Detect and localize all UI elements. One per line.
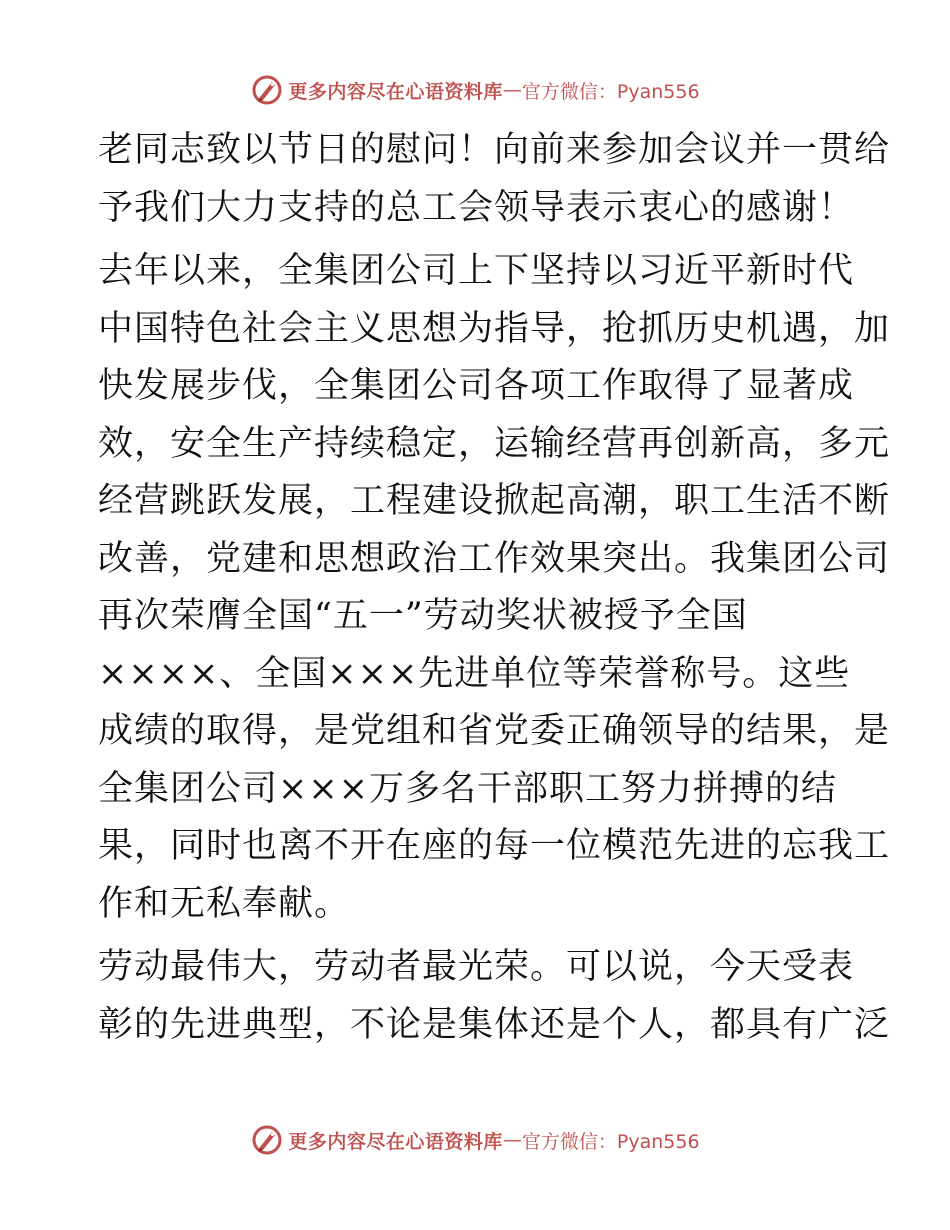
text-line: 经营跳跃发展，工程建设掀起高潮，职工生活不断 (98, 481, 891, 521)
text-line: 全集团公司×××万多名干部职工努力拼搏的结 (98, 768, 837, 809)
paragraph-2 (98, 243, 891, 933)
paragraph-3 (98, 939, 891, 1054)
banner-separator: — (502, 1129, 522, 1151)
document-body (98, 122, 891, 1054)
text-line: 中国特色社会主义思想为指导，抢抓历史机遇，加 (98, 308, 891, 349)
header-watermark-banner (0, 72, 950, 108)
text-line: 效，安全生产持续稳定，运输经营再创新高，多元 (98, 423, 891, 464)
text-line: 改善，党建和思想政治工作效果突出。我集团公司 (98, 538, 891, 579)
banner-separator: — (502, 79, 522, 101)
banner-brand-text: 更多内容尽在心语资料库 (288, 80, 503, 103)
text-line: ××××、全国×××先进单位等荣誉称号。这些 (98, 653, 851, 694)
text-line: 予我们大力支持的总工会领导表示衷心的感谢！ (98, 187, 855, 228)
text-line: 去年以来，全集团公司上下坚持以习近平新时代 (98, 251, 855, 291)
footer-watermark-banner (0, 1122, 950, 1158)
paragraph-1 (98, 122, 891, 237)
text-line: 果，同时也离不开在座的每一位模范先进的忘我工 (98, 826, 891, 866)
pen-nib-circle-icon (250, 73, 284, 107)
text-line: 作和无私奉献。 (98, 883, 351, 924)
banner-brand-text: 更多内容尽在心语资料库 (288, 1130, 503, 1153)
banner-wechat-text: 官方微信：Pyan556 (521, 1130, 700, 1153)
text-line: 再次荣膺全国“五一”劳动奖状被授予全国 (98, 596, 748, 636)
pen-nib-circle-icon (250, 1123, 284, 1157)
text-line: 快发展步伐，全集团公司各项工作取得了显著成 (98, 366, 855, 406)
text-line: 彰的先进典型，不论是集体还是个人，都具有广泛 (98, 1004, 891, 1045)
banner-wechat-text: 官方微信：Pyan556 (521, 80, 700, 103)
text-line: 成绩的取得，是党组和省党委正确领导的结果，是 (98, 711, 891, 751)
text-line: 老同志致以节日的慰问！向前来参加会议并一贯给 (98, 130, 891, 170)
text-line: 劳动最伟大，劳动者最光荣。可以说，今天受表 (98, 947, 855, 987)
